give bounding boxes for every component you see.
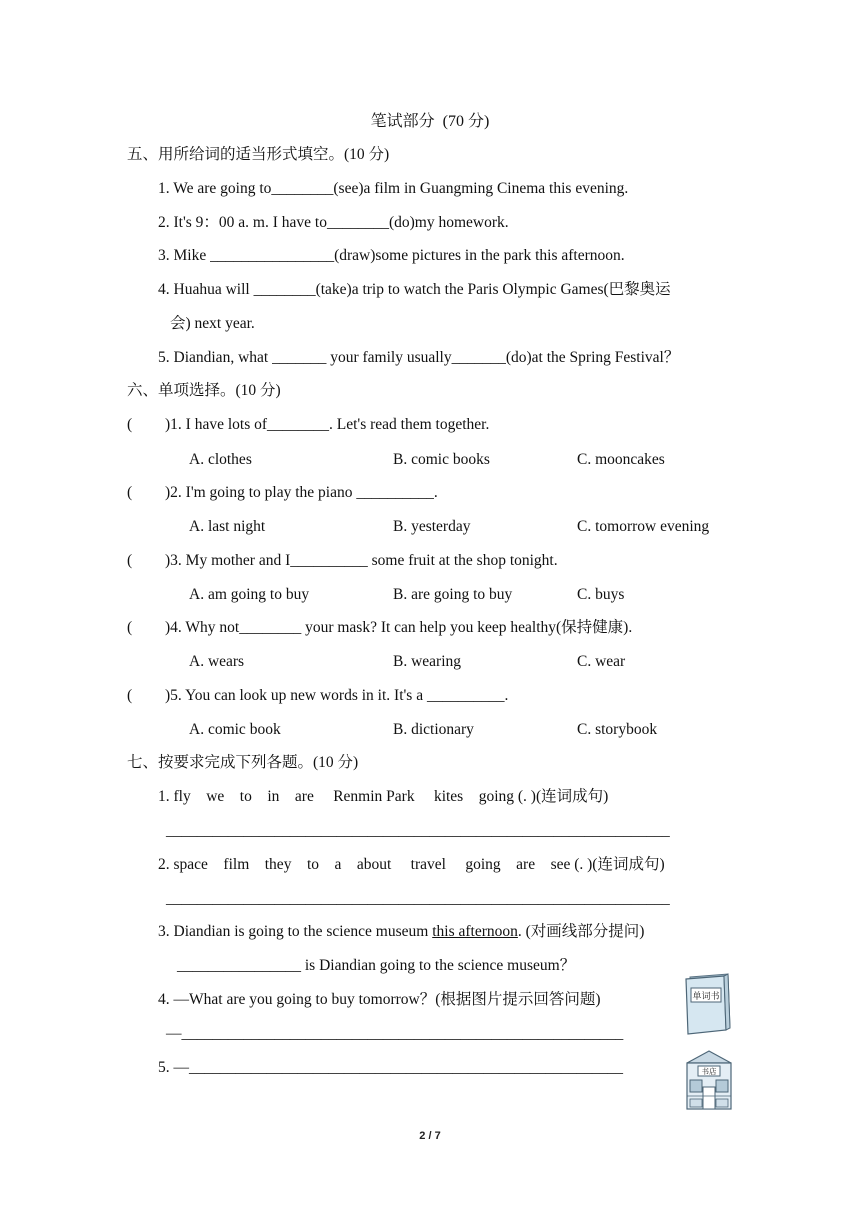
option-a: A. comic book — [189, 721, 281, 738]
option-c: C. wear — [577, 653, 626, 670]
section-7-heading: 七、按要求完成下列各题。(10 分) — [127, 754, 359, 771]
page-number: 2 / 7 — [419, 1130, 441, 1142]
option-b: B. dictionary — [393, 721, 474, 738]
option-a: A. am going to buy — [189, 586, 310, 603]
option-c: C. storybook — [577, 721, 658, 738]
section-5-question-1: 1. We are going to________(see)a film in Guangming Cinema this evening. — [158, 180, 629, 197]
section-7-question-1: 1. fly we to in are Renmin Park kites going (. )(连词成句) — [158, 788, 609, 805]
option-b: B. are going to buy — [393, 586, 513, 603]
answer-blank-line: _________________________________________________________________ — [166, 890, 670, 907]
section-5-question-4: 4. Huahua will ________(take)a trip to watch the Paris Olympic Games(巴黎奥运 — [158, 281, 671, 298]
section-5-heading: 五、用所给词的适当形式填空。(10 分) — [127, 146, 390, 163]
option-b: B. wearing — [393, 653, 462, 670]
section-7-question-3 — [158, 922, 644, 942]
section-5-question-4-continued: 会) next year. — [170, 315, 255, 332]
answer-blank-line: _________________________________________________________________ — [166, 822, 670, 839]
book-label: 单词书 — [692, 992, 720, 1002]
option-b: B. comic books — [393, 451, 490, 468]
answer-paren: ( — [127, 416, 133, 433]
page-title: 笔试部分 (70 分) — [370, 113, 490, 130]
section-7-question-2: 2. space film they to a about travel going are see (. )(连词成句) — [158, 856, 665, 873]
choice-question-5: )5. You can look up new words in it. It's a __________. — [165, 687, 509, 704]
option-c: C. buys — [577, 586, 625, 603]
question-3-instruction: . (对画线部分提问) — [517, 923, 645, 940]
section-6-heading: 六、单项选择。(10 分) — [127, 382, 281, 399]
answer-paren: ( — [127, 552, 133, 569]
section-5-question-3: 3. Mike ________________(draw)some pictures in the park this afternoon. — [158, 247, 625, 264]
section-5-question-2: 2. It's 9：00 a. m. I have to________(do)my homework. — [158, 214, 509, 231]
answer-paren: ( — [127, 687, 133, 704]
choice-question-1: )1. I have lots of________. Let's read them together. — [165, 416, 490, 433]
option-a: A. last night — [189, 518, 266, 535]
choice-question-2: )2. I'm going to play the piano __________. — [165, 484, 438, 501]
underlined-phrase: this afternoon — [432, 923, 518, 940]
option-c: C. tomorrow evening — [577, 518, 710, 535]
section-7-answer-3: ________________ is Diandian going to the science museum？ — [177, 957, 576, 974]
choice-question-3: )3. My mother and I__________ some fruit at the shop tonight. — [165, 552, 558, 569]
section-7-question-5: 5. —________________________________________________________ — [158, 1059, 623, 1076]
section-7-question-4: 4. —What are you going to buy tomorrow？(根据图片提示回答问题) — [158, 991, 601, 1008]
section-7-answer-4: —_________________________________________________________ — [166, 1025, 624, 1042]
vocabulary-book-image — [684, 973, 734, 1035]
option-c: C. mooncakes — [577, 451, 665, 468]
answer-paren: ( — [127, 619, 133, 636]
question-3-text: 3. Diandian is going to the science museum — [158, 923, 433, 940]
answer-paren: ( — [127, 484, 133, 501]
option-a: A. wears — [189, 653, 245, 670]
section-5-question-5: 5. Diandian, what _______ your family usually_______(do)at the Spring Festival？ — [158, 349, 680, 366]
bookstore-image — [683, 1049, 735, 1111]
shop-label: 书店 — [701, 1067, 717, 1076]
option-a: A. clothes — [189, 451, 252, 468]
choice-question-4: )4. Why not________ your mask? It can help you keep healthy(保持健康). — [165, 619, 633, 636]
option-b: B. yesterday — [393, 518, 471, 535]
